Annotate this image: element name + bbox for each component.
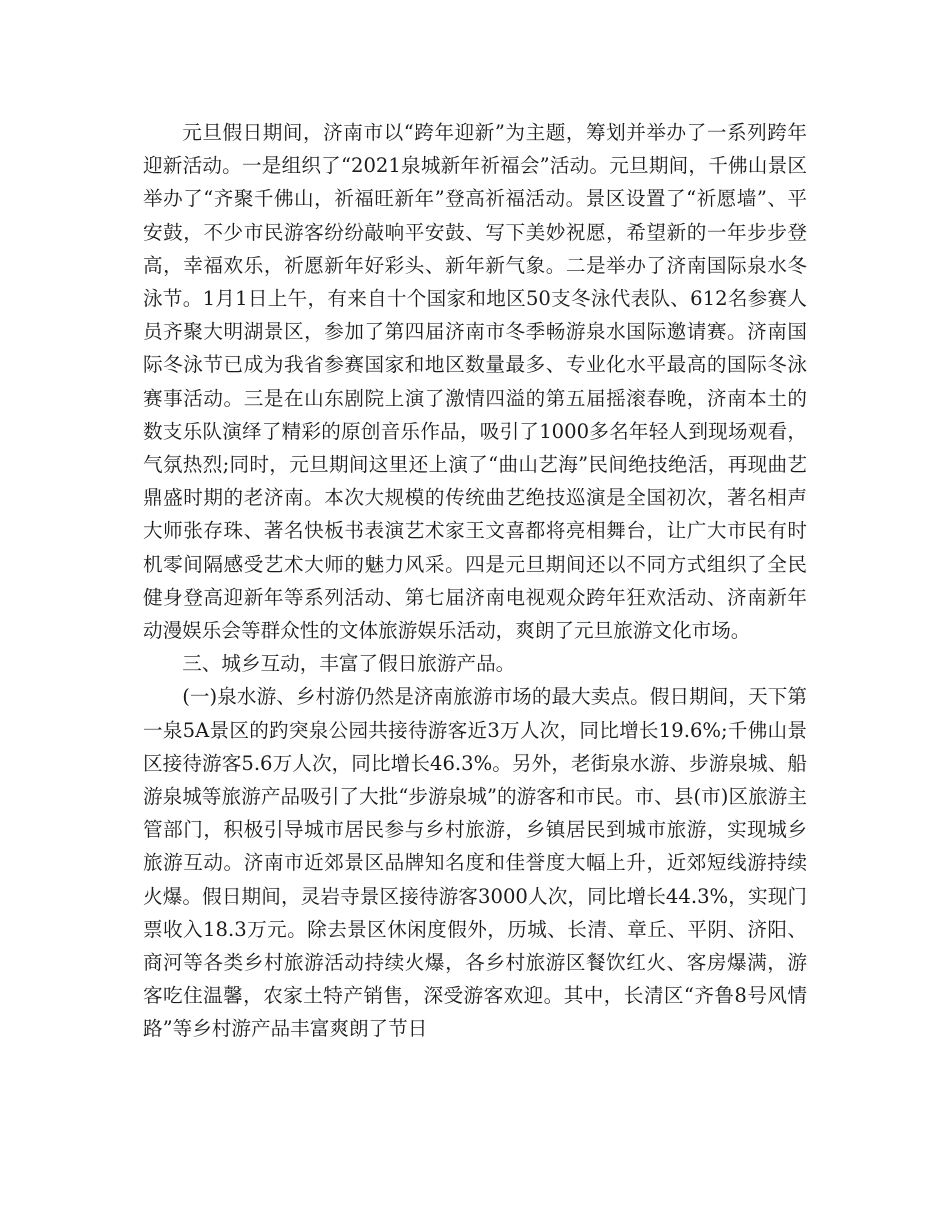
section-heading-urban-rural: 三、城乡互动，丰富了假日旅游产品。 (182, 652, 516, 676)
paragraph-spring-rural-tourism: (一)泉水游、乡村游仍然是济南旅游市场的最大卖点。假日期间，天下第一泉5A景区的趵突泉公园共接待游客近3万人次，同比增长19.6%;千佛山景区接待游客5.6万人次，同比增长46.3%。另外，老街泉水游、步游泉城、船游泉城等旅游产品吸引了大批“步游泉城”的游客和市民。市、县(市)区旅游主管部门，积极引导城市居民参与乡村旅游，乡镇居民到城市旅游，实现城乡旅游互动。济南市近郊景区品牌知名度和佳誉度大幅上升，近郊短线游持续火爆。假日期间，灵岩寺景区接待游客3000人次，同比增长44.3%，实现门票收入18.3万元。除去景区休闲度假外，历城、长清、章丘、平阴、济阳、商河等各类乡村旅游活动持续火爆，各乡村旅游区餐饮红火、客房爆满，游客吃住温馨，农家土特产销售，深受游客欢迎。其中，长清区“齐鲁8号风情路”等乡村游产品丰富爽朗了节日 (143, 685, 807, 1041)
document-body (143, 116, 807, 1046)
paragraph-new-year-activities: 元旦假日期间，济南市以“跨年迎新”为主题，筹划并举办了一系列跨年迎新活动。一是组织了“2021泉城新年祈福会”活动。元旦期间，千佛山景区举办了“齐聚千佛山，祈福旺新年”登高祈福活动。景区设置了“祈愿墙”、平安鼓，不少市民游客纷纷敲响平安鼓、写下美妙祝愿，希望新的一年步步登高，幸福欢乐，祈愿新年好彩头、新年新气象。二是举办了济南国际泉水冬泳节。1月1日上午，有来自十个国家和地区50支冬泳代表队、612名参赛人员齐聚大明湖景区，参加了第四届济南市冬季畅游泉水国际邀请赛。济南国际冬泳节已成为我省参赛国家和地区数量最多、专业化水平最高的国际冬泳赛事活动。三是在山东剧院上演了激情四溢的第五届摇滚春晚，济南本土的数支乐队演绎了精彩的原创音乐作品，吸引了1000多名年轻人到现场观看，气氛热烈;同时，元旦期间这里还上演了“曲山艺海”民间绝技绝活，再现曲艺鼎盛时期的老济南。本次大规模的传统曲艺绝技巡演是全国初次，著名相声大师张存珠、著名快板书表演艺术家王文喜都将亮相舞台，让广大市民有时机零间隔感受艺术大师的魅力风采。四是元旦期间还以不同方式组织了全民健身登高迎新年等系列活动、第七届济南电视观众跨年狂欢活动、济南新年动漫娱乐会等群众性的文体旅游娱乐活动，爽朗了元旦旅游文化市场。 (143, 121, 807, 643)
